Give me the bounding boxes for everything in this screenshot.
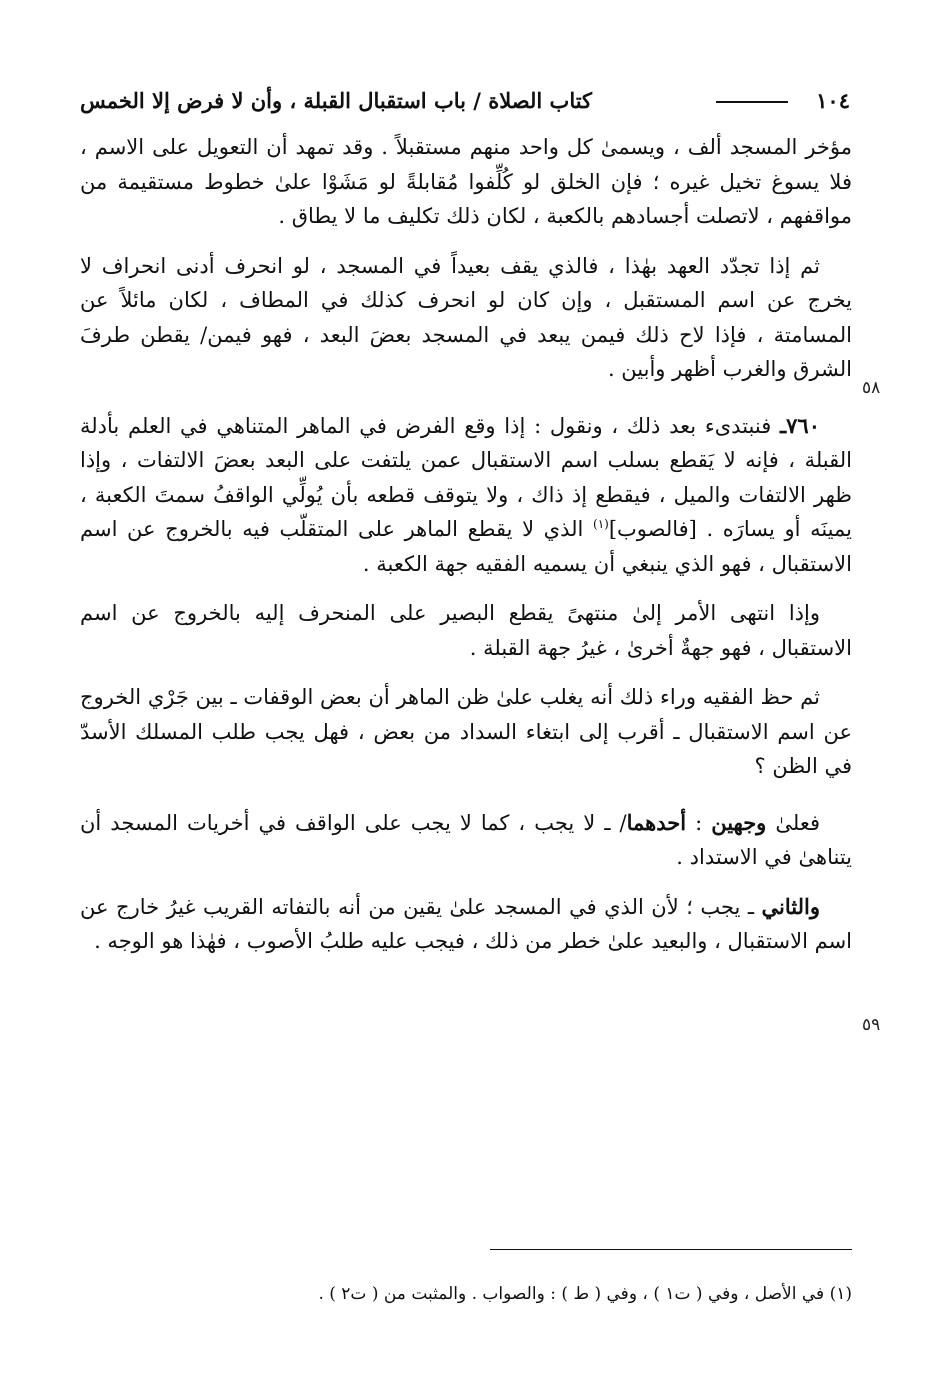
paragraph-text: :: [686, 810, 712, 835]
paragraph: ثم إذا تجدّد العهد بهٰذا ، فالذي يقف بعيداً في المسجد ، لو انحرف أدنى انحراف لا يخرج عن اسم المستقبل ، وإن كان لو انحرف كذلك في المطاف ، لكان مائلاً عن المسامتة ، فإذا لاح ذلك فيمن يبعد في المسجد بعضَ البعد ، فهو فيمن/ يقطن طرفَ الشرق والغرب أظهر وأبين .: [80, 253, 852, 381]
bold-term: وجهين: [711, 809, 767, 835]
paragraph-text: الذي لا يقطع الماهر على المتقلّب فيه بالخروج عن اسم الاستقبال ، فهو الذي ينبغي أن يسميه الفقيه جهة الكعبة .: [80, 517, 852, 576]
paragraph: ثم حظ الفقيه وراء ذلك أنه يغلب علىٰ ظن الماهر أن بعض الوقفات ـ بين جَرْي الخروج عن اسم الاستقبال ـ أقرب إلى ابتغاء السداد من بعض ، فهل يجب طلب المسلك الأسدّ في الظن ؟: [80, 685, 852, 778]
main-text: [80, 130, 852, 974]
footnote-rule: [490, 1249, 852, 1250]
footnote: (١) في الأصل ، وفي ( ت١ ) ، وفي ( ط ) : والصواب . والمثبت من ( ت٢ ) .: [318, 1284, 852, 1304]
paragraph-text: ـ يجب ؛ لأن الذي في المسجد علىٰ يقين من أنه بالتفاته القريب غيرُ خارج عن اسم الاستقبال ، والبعيد علىٰ خطر من ذلك ، فيجب عليه طلبُ الأصوب ، فهٰذا هو الوجه .: [80, 894, 852, 953]
page-header: [80, 84, 850, 118]
margin-number: ٥٨: [862, 378, 881, 398]
bold-term: أحدهما: [626, 809, 687, 835]
paragraph: مؤخر المسجد ألف ، ويسمىٰ كل واحد منهم مستقبلاً . وقد تمهد أن التعويل على الاسم ، فلا يسوغ تخيل غيره ؛ فإن الخلق لو كُلِّفوا مُقابلةً لو مَشَوْا علىٰ خطوط مستقيمة من مواقفهم ، لاتصلت أجسادهم بالكعبة ، لكان ذلك تكليف ما لا يطاق .: [80, 135, 852, 228]
paragraph-text: / ـ لا يجب ، كما لا يجب على الواقف في أخريات المسجد أن يتناهىٰ في الاستداد .: [80, 810, 852, 869]
paragraph-text: فنبتدىء بعد ذلك ، ونقول : إذا وقع الفرض في الماهر المتناهي في العلم بأدلة القبلة ، فإنه لا يَقطع بسلب اسم الاستقبال عمن يلتفت على البعد بعضَ الالتفات ، وإذا ظهر الالتفات والميل ، فيقطع إذ ذاك ، ولا يتوقف قطعه بأن يُولِّي الواقفُ سمتَ الكعبة ، يمينَه أو يسارَه . [فالصوب]: [80, 413, 853, 541]
page-number: ١٠٤: [816, 88, 850, 113]
running-title: كتاب الصلاة / باب استقبال القبلة ، وأن لا فرض إلا الخمس: [80, 88, 593, 113]
paragraph: [80, 806, 852, 875]
paragraph: وإذا انتهى الأمر إلىٰ منتهىً يقطع البصير على المنحرف إليه بالخروج عن اسم الاستقبال ، فهو جهةٌ أخرىٰ ، غيرُ جهة القبلة .: [80, 601, 852, 660]
header-rule: [716, 101, 788, 103]
footnote-ref: (١): [593, 517, 609, 531]
bold-term: والثاني: [761, 893, 820, 919]
paragraph-760: [80, 409, 852, 582]
margin-number: ٥٩: [862, 1015, 881, 1035]
paragraph-text: فعلىٰ: [766, 810, 820, 835]
paragraph: [80, 890, 852, 959]
section-number: ٧٦٠ـ: [780, 412, 820, 438]
